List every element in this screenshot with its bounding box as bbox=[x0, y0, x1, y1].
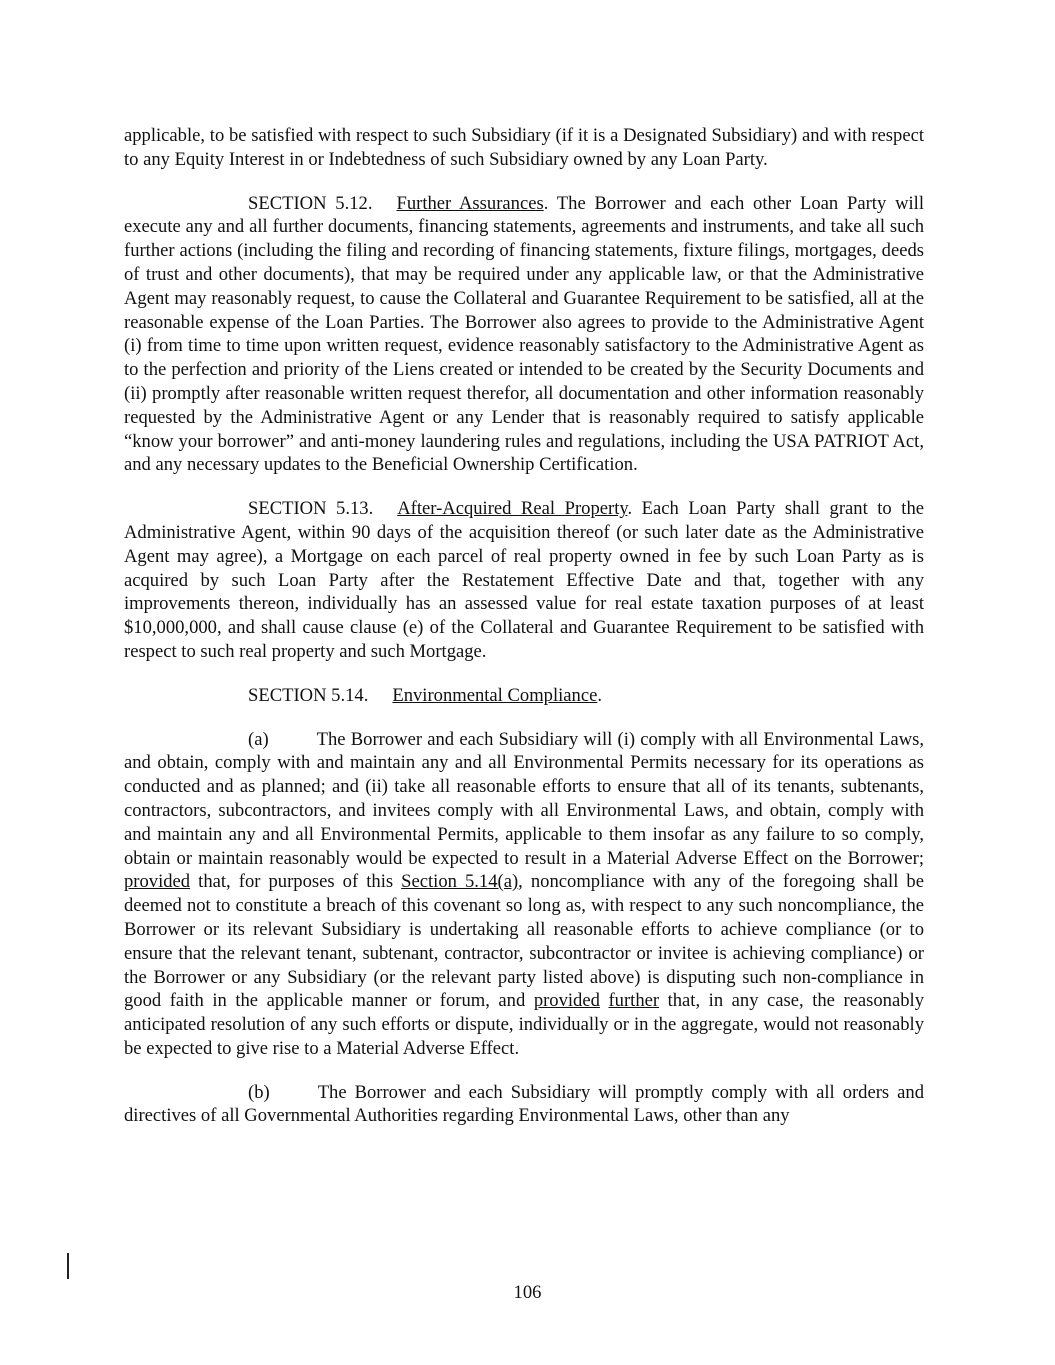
section-title: Environmental Compliance bbox=[392, 684, 598, 706]
paragraph-b: (b) The Borrower and each Subsidiary will promptly comply with all orders and directives of all Governmental Authorities regarding Environmental Laws, other than any bbox=[124, 1081, 924, 1127]
section-body: . The Borrower and each other Loan Party will execute any and all further documents, financing statements, agreements and instruments, and take all such further actions (including the filing and recording of financing statements, fixture filings, mortgages, deeds of trust and other documents), that may be required under any applicable law, or that the Administrative Agent may reasonably request, to cause the Collateral and Guarantee Requirement to be satisfied, all at the reasonable expense of the Loan Parties. The Borrower also agrees to provide to the Administrative Agent (i) from time to time upon written request, evidence reasonably satisfactory to the Administrative Agent as to the perfection and priority of the Liens created or intended to be created by the Security Documents and (ii) promptly after reasonable written request therefor, all documentation and other information reasonably requested by the Administrative Agent or any Lender that is reasonably required to satisfy applicable “know your borrower” and anti-money laundering rules and regulations, including the USA PATRIOT Act, and any necessary updates to the Beneficial Ownership Certification. bbox=[124, 192, 924, 476]
section-number: SECTION 5.13. bbox=[248, 498, 374, 520]
section-5-13 bbox=[124, 497, 924, 664]
provided-term: provided bbox=[124, 871, 191, 893]
further-term: further bbox=[608, 990, 660, 1012]
clause-label: (a) bbox=[248, 728, 269, 750]
paragraph-continuation: applicable, to be satisfied with respect to such Subsidiary (if it is a Designated Subsidiary) and with respect to any Equity Interest in or Indebtedness of such Subsidiary owned by any Loan Party. bbox=[124, 125, 924, 170]
document-page bbox=[124, 124, 924, 1148]
change-bar bbox=[67, 1253, 69, 1279]
section-body: . Each Loan Party shall grant to the Administrative Agent, within 90 days of the acquisition thereof (or such later date as the Administrative Agent may agree), a Mortgage on each parcel of real property owned in fee by such Loan Party as is acquired by such Loan Party after the Restatement Effective Date and that, together with any improvements thereon, individually has an assessed value for real estate taxation purposes of at least $10,000,000, and shall cause clause (e) of the Collateral and Guarantee Requirement to be satisfied with respect to such real property and such Mortgage. bbox=[124, 498, 924, 662]
provided-term: provided bbox=[533, 990, 600, 1012]
section-title: Further Assurances bbox=[396, 192, 544, 214]
section-number: SECTION 5.14. bbox=[248, 684, 369, 706]
paragraph-a: (a) The Borrower and each Subsidiary will (i) comply with all Environmental Laws, and obtain, comply with and maintain any and all Environmental Permits necessary for its operations as conducted and as planned; and (ii) take all reasonable efforts to ensure that all of its tenants, subtenants, contractors, subcontractors, and invitees comply with all Environmental Laws, and obtain, comply with and maintain any and all Environmental Permits, applicable to them insofar as any failure to so comply, obtain or maintain reasonably would be expected to result in a Material Adverse Effect on the Borrower; provided that, for purposes of this Section 5.14(a), noncompliance with any of the foregoing shall be deemed not to constitute a breach of this covenant so long as, with respect to any such noncompliance, the Borrower or its relevant Subsidiary is undertaking all reasonable efforts to achieve compliance (or to ensure that the relevant tenant, subtenant, contractor, subcontractor or invitee is achieving compliance) or the Borrower or any Subsidiary (or the relevant party listed above) is disputing such non-compliance in good faith in the applicable manner or forum, and provided further that, in any case, the reasonably anticipated resolution of any such efforts or dispute, individually or in the aggregate, would not reasonably be expected to give rise to a Material Adverse Effect. bbox=[124, 728, 924, 1059]
section-reference: Section 5.14(a) bbox=[401, 871, 519, 893]
section-number: SECTION 5.12. bbox=[248, 192, 373, 214]
section-title: After-Acquired Real Property bbox=[397, 498, 628, 520]
page-number: 106 bbox=[513, 1282, 542, 1303]
section-5-14: SECTION 5.14. Environmental Compliance. bbox=[248, 684, 602, 706]
clause-label: (b) bbox=[248, 1081, 270, 1103]
section-5-12 bbox=[124, 192, 924, 478]
